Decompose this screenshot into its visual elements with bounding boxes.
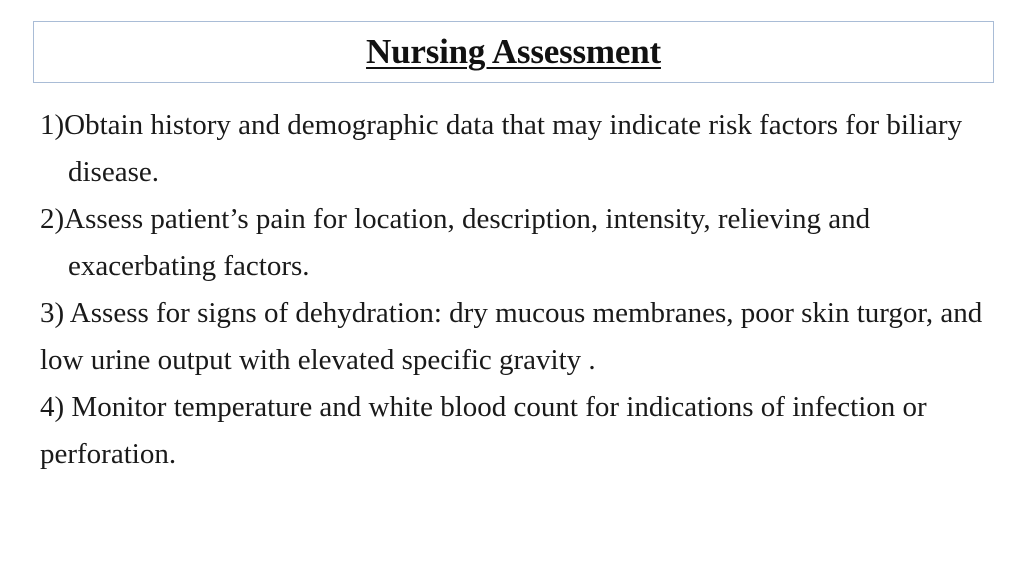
slide-title: Nursing Assessment bbox=[366, 32, 661, 71]
list-item-2: 2)Assess patient’s pain for location, description, intensity, relieving and exacerbating factors. bbox=[40, 203, 871, 282]
list-item-3: 3) Assess for signs of dehydration: dry mucous membranes, poor skin turgor, and low urine output with elevated specific gravity . bbox=[40, 297, 983, 376]
title-box bbox=[33, 21, 994, 83]
slide-body bbox=[40, 102, 1000, 478]
list-item-1: 1)Obtain history and demographic data that may indicate risk factors for biliary disease. bbox=[40, 109, 963, 188]
list-item-4: 4) Monitor temperature and white blood count for indications of infection or perforation. bbox=[40, 391, 927, 470]
